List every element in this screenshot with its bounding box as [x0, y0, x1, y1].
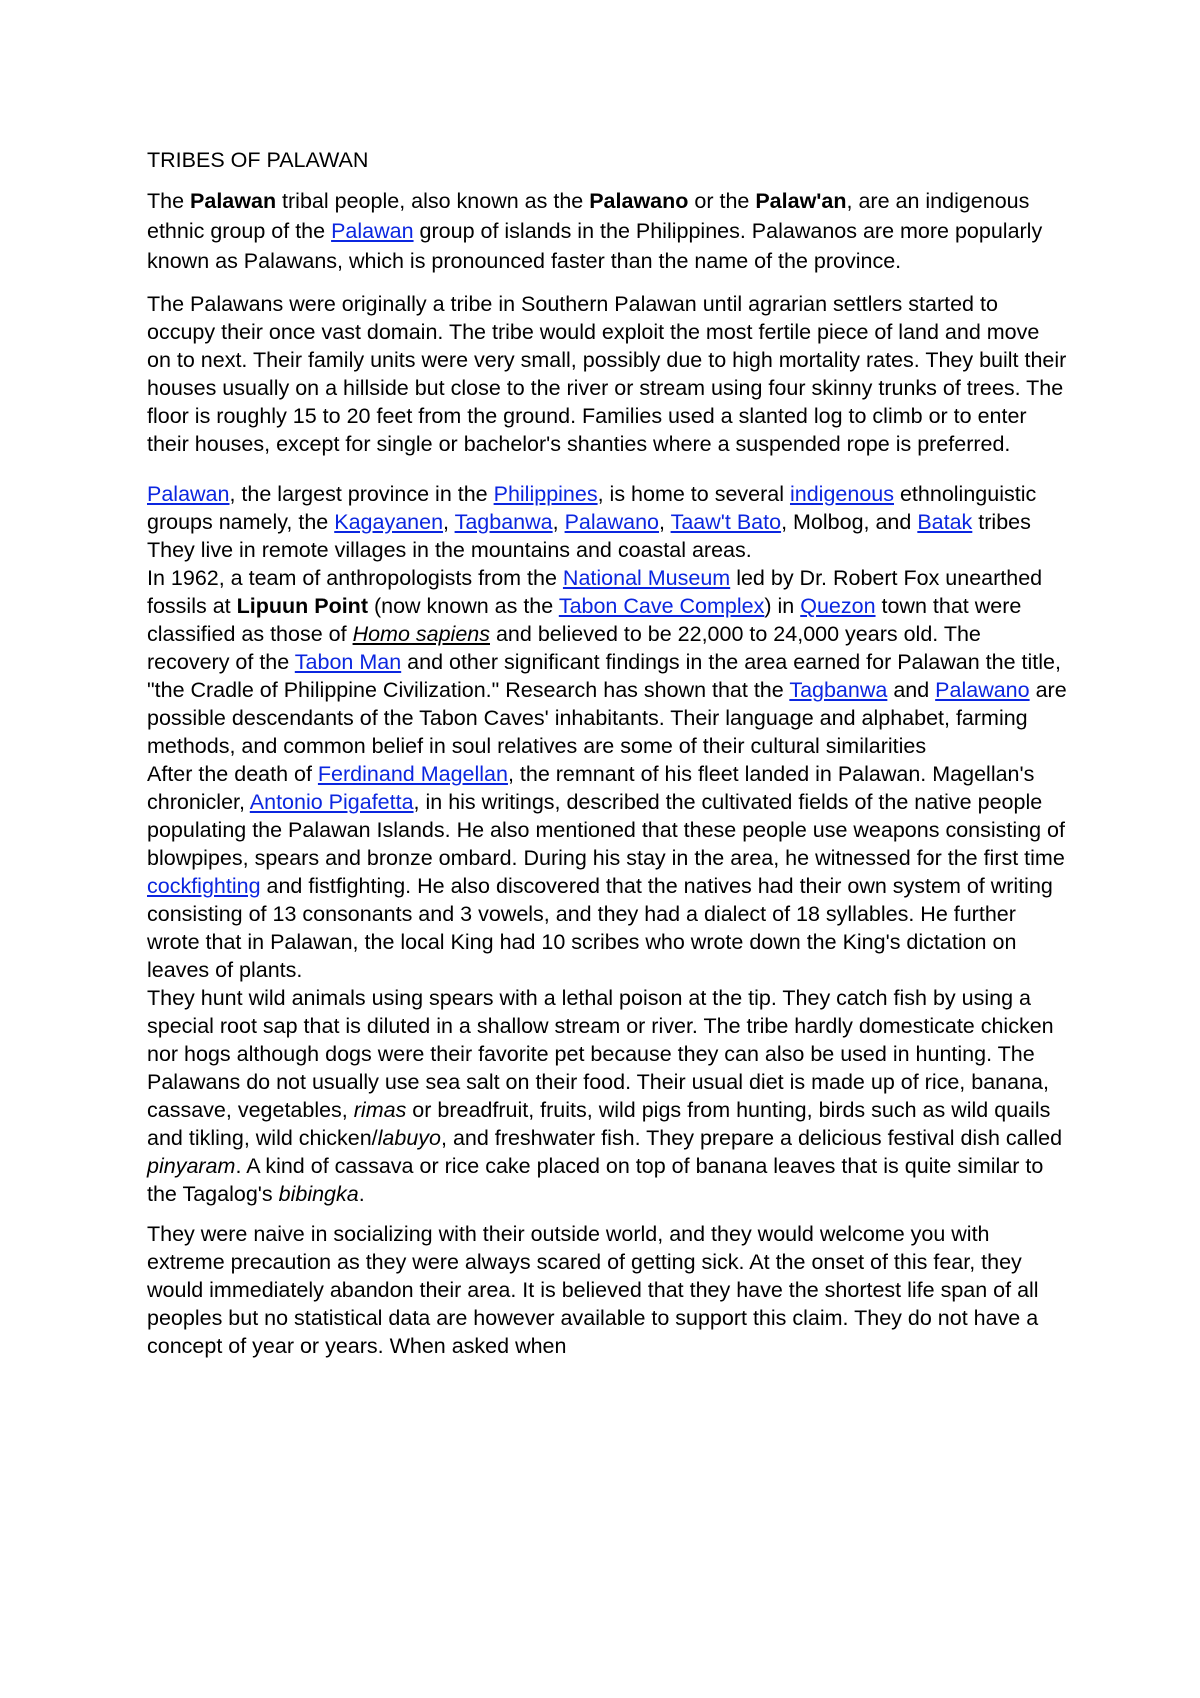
- bold-term: Palawan: [190, 189, 277, 213]
- link-ferdinand-magellan[interactable]: Ferdinand Magellan: [317, 762, 508, 786]
- paragraph-diet: They hunt wild animals using spears with a lethal poison at the tip. They catch fish by using a special root sap that is diluted in a shallow stream or river. The tribe hardly domesticate chicken nor hogs although dogs were their favorite pet because they can also be used in hunting. The Palawans do not usually use sea salt on their food. Their usual diet is made up of rice, banana, cassave, vegetables, rimas or breadfruit, fruits, wild pigs from hunting, birds such as wild quails and tikling, wild chicken/labuyo, and freshwater fish. They prepare a delicious festival dish called pinyaram. A kind of cassava or rice cake placed on top of banana leaves that is quite similar to the Tagalog's bibingka.: [147, 986, 1063, 1206]
- link-palawan[interactable]: Palawan: [331, 219, 414, 243]
- link-indigenous[interactable]: indigenous: [789, 482, 894, 506]
- document-page: [147, 146, 1067, 1360]
- italic-term: Homo sapiens: [352, 622, 490, 646]
- link-quezon[interactable]: Quezon: [800, 594, 876, 618]
- link-tagbanwa[interactable]: Tagbanwa: [789, 678, 888, 702]
- italic-term: labuyo: [377, 1126, 442, 1150]
- paragraph-province: Palawan, the largest province in the Philippines, is home to several indigenous ethnolinguistic groups namely, the Kagayanen, Tagbanwa, Palawano, Taaw't Bato, Molbog, and Batak tribes They live in remote villages in the mountains and coastal areas.: [147, 482, 1037, 562]
- link-palawan[interactable]: Palawan: [147, 482, 230, 506]
- link-tabon-cave-complex[interactable]: Tabon Cave Complex: [558, 594, 765, 618]
- link-batak[interactable]: Batak: [917, 510, 973, 534]
- link-cockfighting[interactable]: cockfighting: [147, 874, 261, 898]
- bold-term: Palaw'an: [755, 189, 847, 213]
- link-philippines[interactable]: Philippines: [493, 482, 598, 506]
- page-title: TRIBES OF PALAWAN: [147, 148, 369, 172]
- link-palawano[interactable]: Palawano: [564, 510, 660, 534]
- paragraph-socializing: They were naive in socializing with their outside world, and they would welcome you with extreme precaution as they were always scared of getting sick. At the onset of this fear, they would immediately abandon their area. It is believed that they have the shortest life span of all peoples but no statistical data are however available to support this claim. They do not have a concept of year or years. When asked when: [147, 1222, 1039, 1358]
- link-tabon-man[interactable]: Tabon Man: [294, 650, 402, 674]
- italic-term: rimas: [353, 1098, 407, 1122]
- paragraph-tabon: In 1962, a team of anthropologists from the National Museum led by Dr. Robert Fox unearthed fossils at Lipuun Point (now known as the Tabon Cave Complex) in Quezon town that were classified as those of Homo sapiens and believed to be 22,000 to 24,000 years old. The recovery of the Tabon Man and other significant findings in the area earned for Palawan the title, "the Cradle of Philippine Civilization." Research has shown that the Tagbanwa and Palawano are possible descendants of the Tabon Caves' inhabitants. Their language and alphabet, farming methods, and common belief in soul relatives are some of their cultural similarities: [147, 566, 1067, 758]
- bold-term: Palawano: [589, 189, 689, 213]
- paragraph-magellan: After the death of Ferdinand Magellan, the remnant of his fleet landed in Palawan. Magellan's chronicler, Antonio Pigafetta, in his writings, described the cultivated fields of the native people populating the Palawan Islands. He also mentioned that these people use weapons consisting of blowpipes, spears and bronze ombard. During his stay in the area, he witnessed for the first time cockfighting and fistfighting. He also discovered that the natives had their own system of writing consisting of 13 consonants and 3 vowels, and they had a dialect of 18 syllables. He further wrote that in Palawan, the local King had 10 scribes who wrote down the King's dictation on leaves of plants.: [147, 762, 1065, 982]
- link-kagayanen[interactable]: Kagayanen: [334, 510, 444, 534]
- link-tagbanwa[interactable]: Tagbanwa: [454, 510, 553, 534]
- italic-term: bibingka: [278, 1182, 359, 1206]
- link-antonio-pigafetta[interactable]: Antonio Pigafetta: [249, 790, 414, 814]
- link-taawt-bato[interactable]: Taaw't Bato: [670, 510, 782, 534]
- bold-term: Lipuun Point: [236, 594, 368, 618]
- link-national-museum[interactable]: National Museum: [562, 566, 731, 590]
- italic-term: pinyaram: [147, 1154, 236, 1178]
- link-palawano[interactable]: Palawano: [935, 678, 1030, 702]
- paragraph-origins: The Palawans were originally a tribe in Southern Palawan until agrarian settlers started to occupy their once vast domain. The tribe would exploit the most fertile piece of land and move on to next. Their family units were very small, possibly due to high mortality rates. They built their houses usually on a hillside but close to the river or stream using four skinny trunks of trees. The floor is roughly 15 to 20 feet from the ground. Families used a slanted log to climb or to enter their houses, except for single or bachelor's shanties where a suspended rope is preferred.: [147, 292, 1067, 456]
- paragraph-intro: The Palawan tribal people, also known as the Palawano or the Palaw'an, are an indigenous ethnic group of the Palawan group of islands in the Philippines. Palawanos are more popularly known as Palawans, which is pronounced faster than the name of the province.: [147, 189, 1043, 273]
